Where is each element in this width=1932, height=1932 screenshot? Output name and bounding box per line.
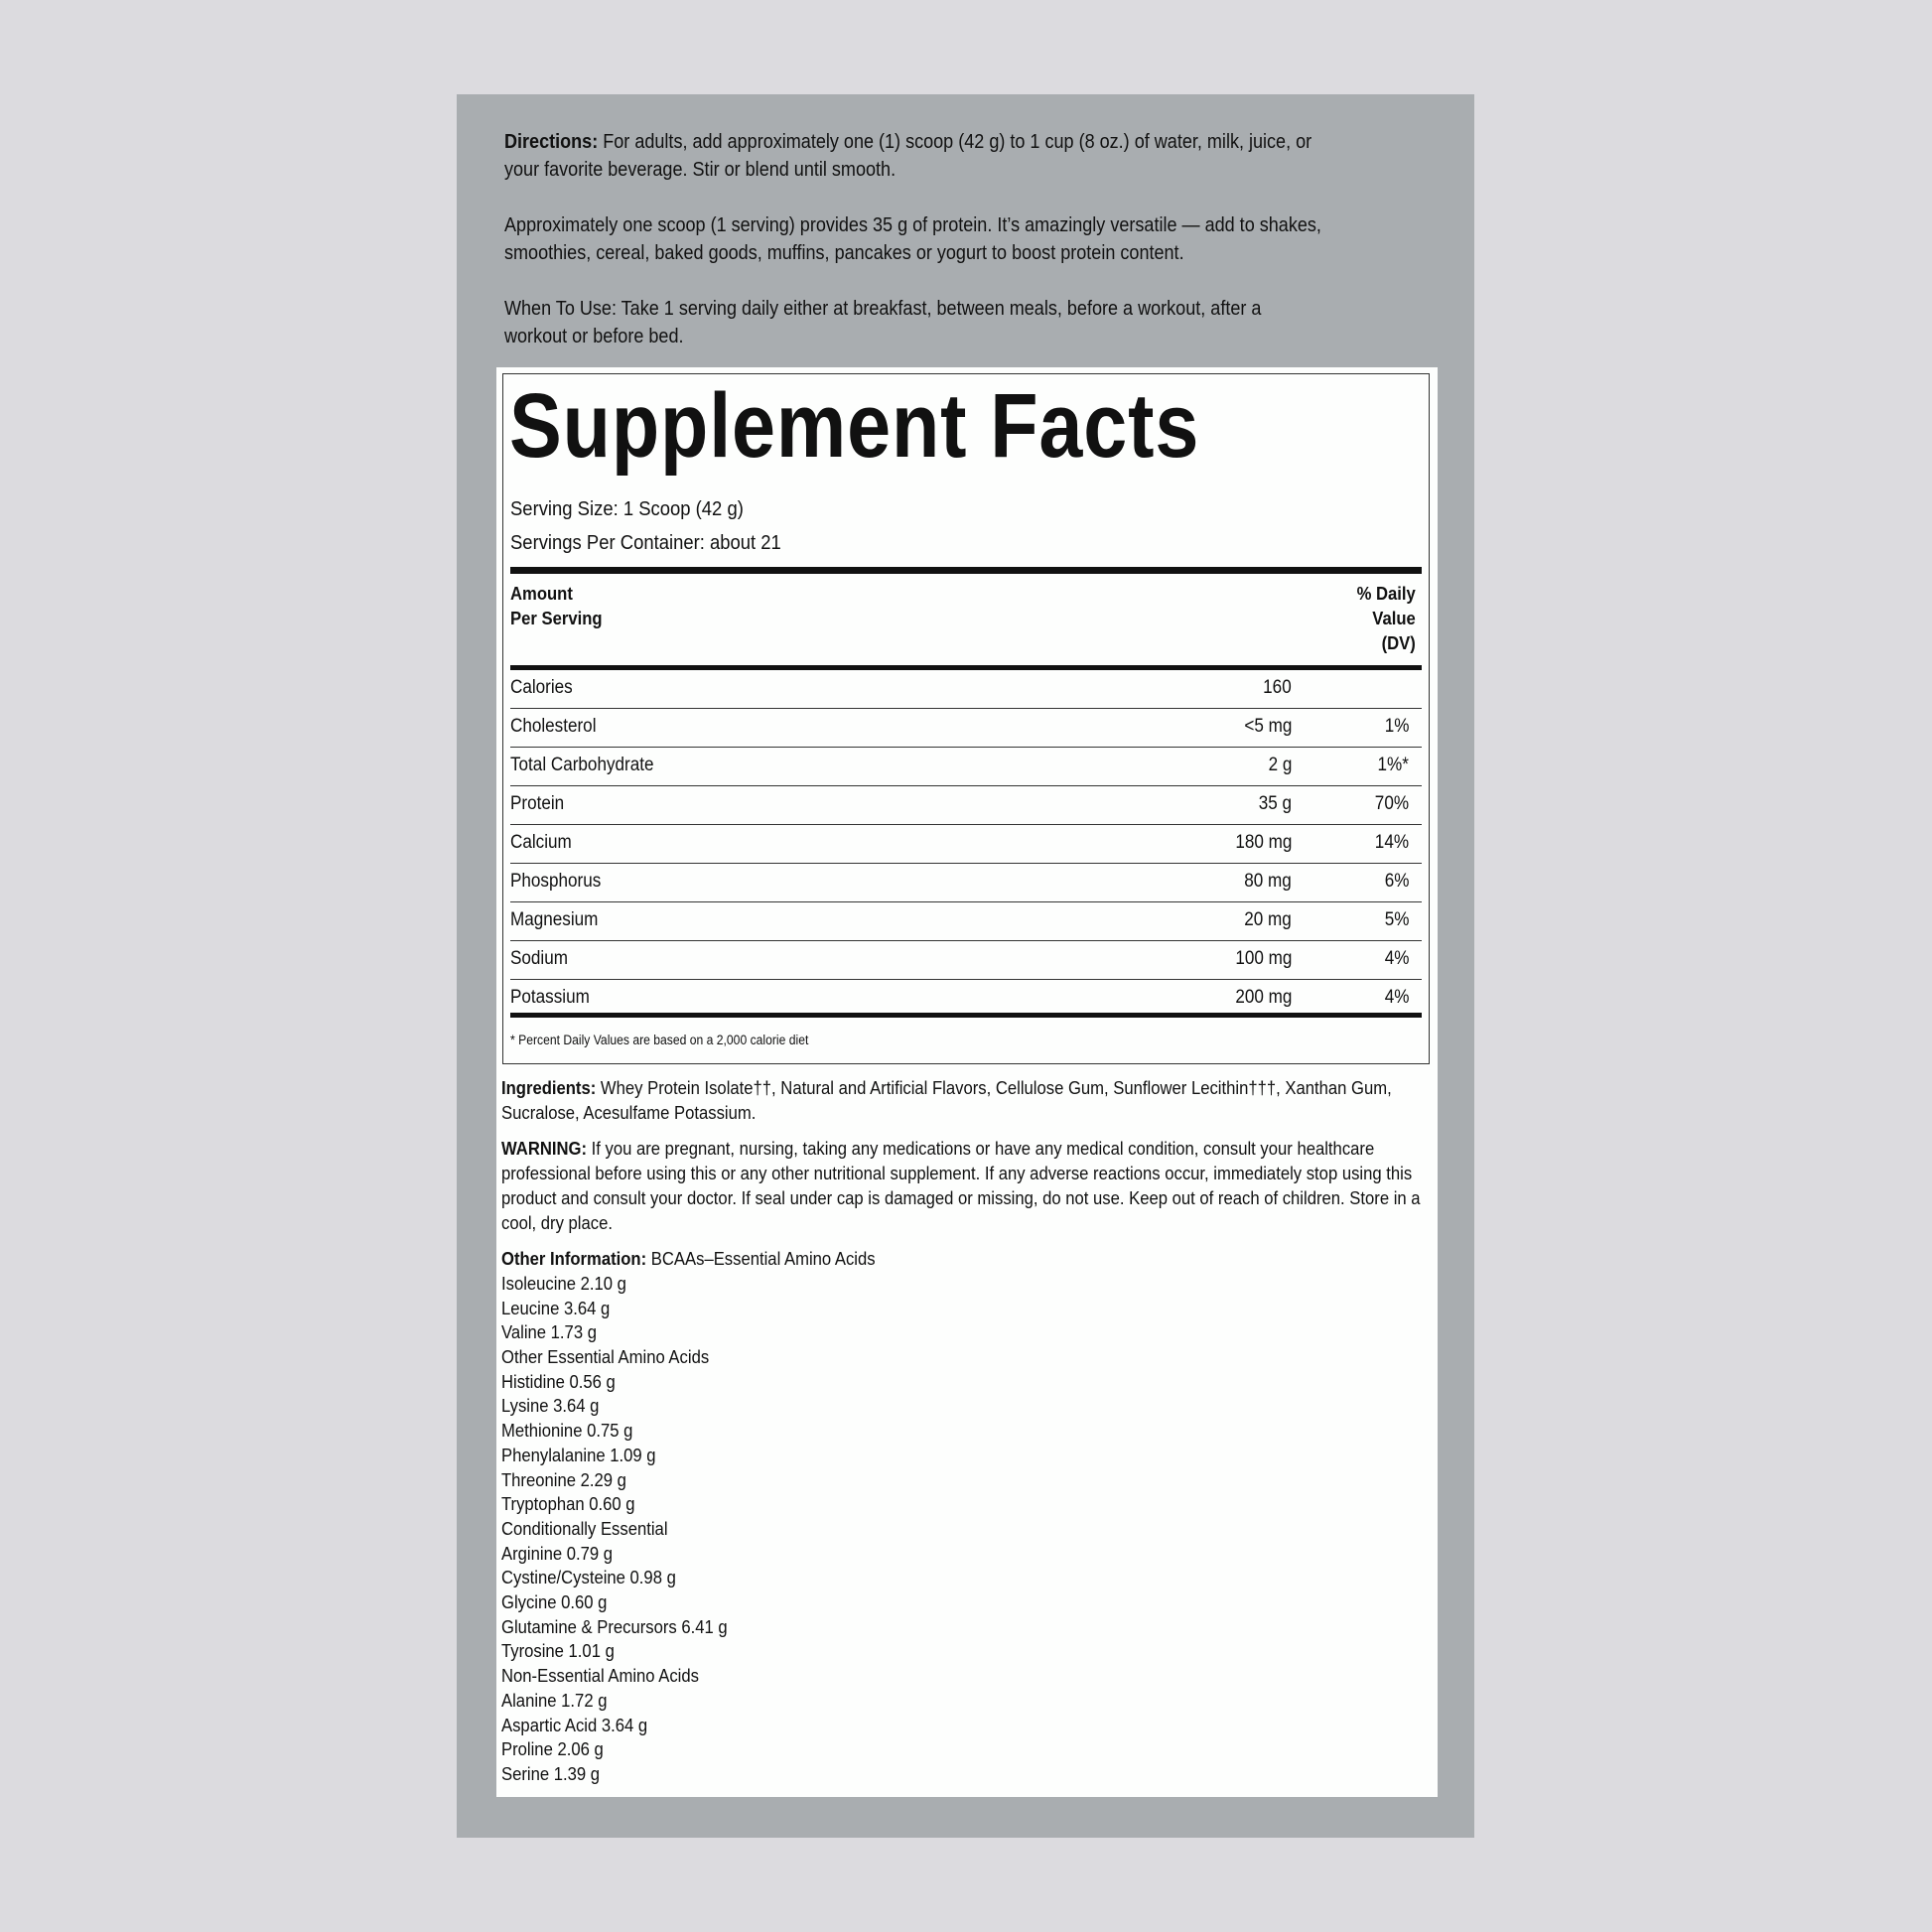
nutrient-dv: 4% [1384,948,1409,969]
amino-acid-list [501,1272,1440,1787]
nutrient-name: Protein [510,793,565,814]
amount-per-serving-header [510,581,603,630]
nutrient-name: Calcium [510,832,572,853]
label-panel [457,94,1474,1838]
nutrient-dv: 5% [1384,909,1409,930]
nutrient-amount: 35 g [1258,793,1292,814]
nutrient-amount: 2 g [1268,755,1292,775]
nutrient-name: Total Carbohydrate [510,755,654,775]
amino-acid-line: Serine 1.39 g [501,1762,601,1784]
ingredients-label: Ingredients: [501,1077,597,1098]
other-information-text: BCAAs–Essential Amino Acids [650,1248,876,1270]
facts-row [510,864,1422,902]
nutrient-dv: 14% [1374,832,1409,853]
ingredients-text: Whey Protein Isolate††, Natural and Artificial Flavors, Cellulose Gum, Sunflower Lecithin†††, Xanthan Gum, Sucralose, Acesulfame Potassium. [501,1077,1392,1123]
amino-acid-line: Conditionally Essential [501,1517,668,1539]
amino-acid-line: Aspartic Acid 3.64 g [501,1714,648,1735]
nutrient-name: Calories [510,677,573,698]
directions-paragraph [504,128,1325,184]
amino-acid-line: Tryptophan 0.60 g [501,1493,635,1515]
amino-acid-line: Histidine 0.56 g [501,1370,616,1392]
amino-acid-line: Methionine 0.75 g [501,1420,633,1442]
nutrient-dv: 1%* [1377,755,1409,775]
amino-acid-line: Tyrosine 1.01 g [501,1640,615,1662]
daily-value-footnote: * Percent Daily Values are based on a 2,000 calorie diet [510,1033,809,1047]
other-information-label: Other Information: [501,1248,647,1270]
facts-row [510,941,1422,980]
nutrient-dv: 4% [1384,987,1409,1008]
lower-text-section [501,1076,1440,1787]
dv-header-line-2: Value [1372,608,1416,628]
nutrient-dv: 70% [1374,793,1409,814]
dv-header-line-1: % Daily [1356,583,1416,604]
supplement-facts-box [502,373,1430,1064]
nutrient-name: Sodium [510,948,568,969]
warning-label: WARNING: [501,1138,588,1160]
amino-acid-line: Cystine/Cysteine 0.98 g [501,1567,676,1588]
other-information-heading [501,1247,1440,1272]
nutrient-dv: 6% [1384,871,1409,892]
amino-acid-line: Non-Essential Amino Acids [501,1665,699,1687]
nutrient-name: Phosphorus [510,871,602,892]
nutrient-name: Potassium [510,987,590,1008]
directions-label: Directions: [504,130,599,153]
nutrient-amount: 20 mg [1244,909,1292,930]
amino-acid-line: Alanine 1.72 g [501,1689,608,1711]
amino-acid-line: Phenylalanine 1.09 g [501,1444,656,1465]
ingredients-paragraph [501,1076,1440,1125]
serving-size: Serving Size: 1 Scoop (42 g) [510,497,744,520]
amino-acid-line: Proline 2.06 g [501,1738,604,1760]
amino-acid-line: Arginine 0.79 g [501,1542,614,1564]
nutrient-name: Cholesterol [510,716,597,737]
directions-text: For adults, add approximately one (1) scoop (42 g) to 1 cup (8 oz.) of water, milk, juice, or your favorite beverage. Stir or blend until smooth. [504,130,1312,181]
daily-value-header [1357,581,1416,655]
white-card [496,367,1438,1797]
amount-header-line: Amount [510,583,573,604]
nutrient-amount: 200 mg [1234,987,1292,1008]
facts-row [510,670,1422,709]
other-information [501,1247,1440,1786]
servings-per-container: Servings Per Container: about 21 [510,531,781,554]
thick-divider-top [510,567,1422,574]
nutrient-amount: 80 mg [1244,871,1292,892]
per-serving-header-line: Per Serving [510,608,603,628]
amino-acid-line: Leucine 3.64 g [501,1297,611,1318]
protein-paragraph: Approximately one scoop (1 serving) provides 35 g of protein. It’s amazingly versatile — add to shakes, smoothies, cereal, baked goods, muffins, pancakes or yogurt to boost protein content. [504,213,1321,264]
when-to-use-paragraph: When To Use: Take 1 serving daily either at breakfast, between meals, before a workout, after a workout or before bed. [504,297,1262,347]
directions-section [504,128,1325,350]
amino-acid-line: Glutamine & Precursors 6.41 g [501,1615,728,1637]
amino-acid-line: Glycine 0.60 g [501,1591,608,1613]
facts-row [510,748,1422,786]
nutrient-amount: 180 mg [1234,832,1292,853]
warning-text: If you are pregnant, nursing, taking any medications or have any medical condition, consult your healthcare professional before using this or any other nutritional supplement. If any adverse reactions occur, immediately stop using this product and consult your doctor. If seal under cap is damaged or missing, do not use. Keep out of reach of children. Store in a cool, dry place. [501,1138,1421,1233]
nutrient-amount: 160 [1263,677,1292,698]
amino-acid-line: Other Essential Amino Acids [501,1346,710,1368]
amino-acid-line: Threonine 2.29 g [501,1468,626,1490]
facts-row [510,709,1422,748]
warning-paragraph [501,1137,1440,1235]
facts-row [510,786,1422,825]
facts-row [510,902,1422,941]
supplement-facts-title: Supplement Facts [509,375,1200,477]
dv-header-line-3: (DV) [1381,632,1416,653]
nutrient-amount: <5 mg [1243,716,1292,737]
amino-acid-line: Isoleucine 2.10 g [501,1272,626,1294]
amino-acid-line: Valine 1.73 g [501,1321,597,1343]
facts-row [510,825,1422,864]
nutrient-dv: 1% [1384,716,1409,737]
nutrient-amount: 100 mg [1234,948,1292,969]
thick-divider-bottom [510,1013,1422,1018]
nutrient-name: Magnesium [510,909,599,930]
amino-acid-line: Lysine 3.64 g [501,1395,600,1417]
